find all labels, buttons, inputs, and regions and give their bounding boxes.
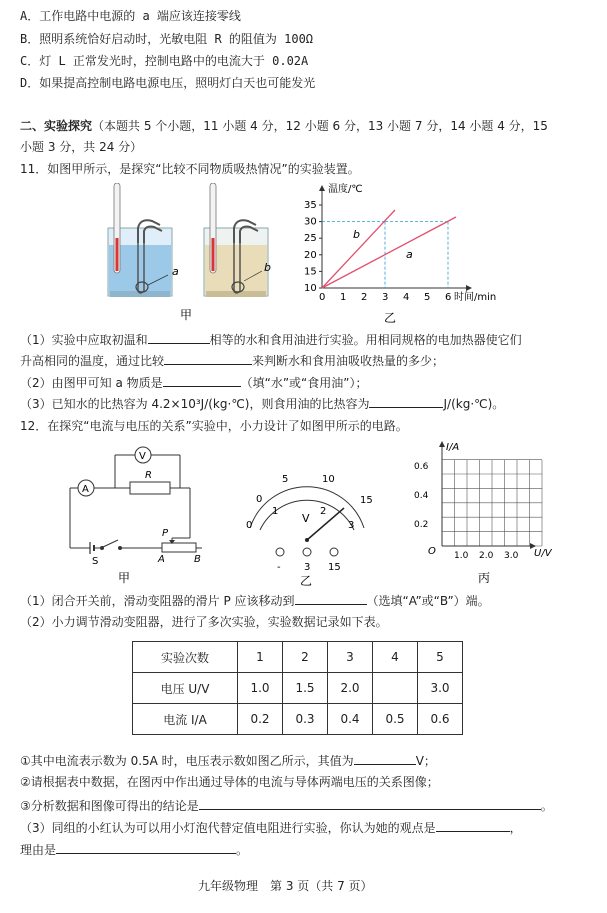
- blank-11-3[interactable]: [163, 374, 241, 387]
- q12-p2: （2）小力调节滑动变阻器，进行了多次实验，实验数据记录如下表。: [20, 615, 388, 629]
- fig-label-12-yi: 乙: [300, 574, 313, 588]
- q11-p2: （2）由图甲可知 a 物质是 （填“水”或“食用油”）；: [20, 376, 368, 390]
- graph-line-a: [322, 217, 456, 288]
- option-c: C．灯 L 正常发光时，控制电路中的电流大于 0.02A: [20, 54, 309, 68]
- table-cell: 3.0: [418, 673, 463, 704]
- table-cell: 0.4: [328, 704, 373, 735]
- graph-xtick: 4: [403, 292, 410, 303]
- q11-beaker-figure: [100, 183, 290, 323]
- q12-iu-grid: [410, 438, 570, 588]
- option-a: A．工作电路中电源的 a 端应该连接零线: [20, 9, 241, 23]
- dial-top-0: 0: [256, 494, 263, 505]
- q11-temperature-graph: [296, 178, 506, 328]
- dial-bottom-3: 3: [348, 520, 355, 531]
- table-cell: 电压 U/V: [133, 673, 238, 704]
- grid-xtick-1: 2.0: [479, 551, 494, 561]
- grid-xtick-0: 1.0: [454, 551, 469, 561]
- graph-ylabel: 温度/℃: [328, 184, 363, 195]
- dial-top-2: 10: [322, 474, 335, 485]
- q12-p1: （1）闭合开关前，滑动变阻器的滑片 P 应该移动到 （选填“A”或“B”）端。: [20, 594, 490, 608]
- option-b: B．照明系统恰好启动时，光敏电阻 R 的阻值为 100Ω: [20, 32, 314, 46]
- resistor-label: R: [145, 470, 152, 481]
- beaker-a-label: a: [172, 265, 179, 278]
- q11-stem: 11．如图甲所示，是探究“比较不同物质吸热情况”的实验装置。: [20, 162, 360, 176]
- table-row: [133, 673, 463, 704]
- graph-xlabel: 时间/min: [454, 292, 497, 303]
- q11-p3: （3）已知水的比热容为 4.2×10³J/(kg·℃)，则食用油的比热容为 J/(kg·℃)。: [20, 397, 505, 411]
- terminal-b-label: B: [194, 554, 201, 565]
- table-row: [133, 704, 463, 735]
- graph-xtick: 3: [382, 292, 389, 303]
- table-cell: 1: [238, 642, 283, 673]
- blank-11-2[interactable]: [164, 352, 252, 365]
- table-cell: 4: [373, 642, 418, 673]
- beaker-b-label: b: [264, 261, 271, 274]
- section-heading: [20, 118, 548, 134]
- dial-unit: V: [302, 512, 310, 525]
- graph-xtick: 0: [319, 292, 326, 303]
- table-cell: 1.0: [238, 673, 283, 704]
- graph-ytick: 35: [304, 200, 317, 211]
- grid-xtick-2: 3.0: [504, 551, 519, 561]
- graph-line-b-label: b: [353, 228, 360, 241]
- graph-xtick: 5: [424, 292, 431, 303]
- q12-s1: ①其中电流表示数为 0.5A 时，电压表示数如图乙所示，其值为 V；: [20, 754, 436, 768]
- q12-s2: ②请根据表中数据，在图丙中作出通过导体的电流与导体两端电压的关系图像；: [20, 775, 439, 789]
- q12-p3: （3）同组的小红认为可以用小灯泡代替定值电阻进行实验，你认为她的观点是 ，: [20, 821, 522, 835]
- section-desc-1: （本题共 5 个小题，11 小题 4 分，12 小题 6 分，13 小题 7 分，14 小题 4 分，15: [92, 119, 548, 133]
- fig-label-jia: 甲: [180, 308, 193, 322]
- slider-label: P: [162, 528, 169, 539]
- table-cell: 2.0: [328, 673, 373, 704]
- fig-label-12-jia: 甲: [118, 571, 131, 585]
- q12-stem: 12．在探究“电流与电压的关系”实验中，小力设计了如图甲所示的电路。: [20, 419, 408, 433]
- blank-11-4[interactable]: [369, 395, 443, 408]
- table-cell: 0.5: [373, 704, 418, 735]
- dial-bottom-1: 1: [272, 506, 279, 517]
- graph-xtick: 6: [445, 292, 452, 303]
- terminal-minus: -: [277, 562, 281, 573]
- graph-xtick: 2: [361, 292, 368, 303]
- table-cell: 3: [328, 642, 373, 673]
- q12-circuit: [50, 440, 230, 585]
- q11-p1-line2: 升高相同的温度，通过比较 来判断水和食用油吸收热量的多少；: [20, 354, 445, 368]
- section-desc-2: 小题 3 分，共 24 分）: [20, 140, 143, 154]
- blank-11-1[interactable]: [148, 331, 210, 344]
- dial-bottom-0: 0: [246, 520, 253, 531]
- dial-bottom-2: 2: [320, 506, 327, 517]
- dial-top-3: 15: [360, 495, 373, 506]
- graph-xtick: 1: [340, 292, 347, 303]
- table-cell: 0.2: [238, 704, 283, 735]
- terminal-a-label: A: [158, 554, 165, 565]
- blank-12-2[interactable]: [354, 752, 416, 765]
- table-cell: 1.5: [283, 673, 328, 704]
- dial-top-1: 5: [282, 474, 289, 485]
- table-cell: 0.6: [418, 704, 463, 735]
- q11-p1-line1: （1）实验中应取初温和 相等的水和食用油进行实验。用相同规格的电加热器使它们: [20, 333, 522, 347]
- beaker-b: [204, 183, 268, 297]
- table-cell: 0.3: [283, 704, 328, 735]
- blank-12-1[interactable]: [295, 592, 367, 605]
- grid-ylabel: I/A: [446, 442, 460, 453]
- graph-ytick: 25: [304, 233, 317, 245]
- blank-12-4[interactable]: [436, 819, 510, 832]
- page-footer: 九年级物理 第 3 页（共 7 页）: [198, 879, 373, 893]
- graph-line-a-label: a: [406, 248, 413, 261]
- graph-ytick: 30: [304, 216, 317, 228]
- table-cell: 5: [418, 642, 463, 673]
- graph-ytick: 15: [304, 266, 317, 278]
- q12-s3: ③分析数据和图像可得出的结论是 。: [20, 799, 553, 813]
- blank-12-3[interactable]: [199, 797, 541, 810]
- grid-ytick-0: 0.2: [414, 520, 429, 530]
- switch-label: S: [92, 556, 99, 567]
- table-cell: 实验次数: [133, 642, 238, 673]
- grid-xlabel: U/V: [534, 548, 552, 559]
- grid-ytick-2: 0.6: [414, 462, 429, 472]
- q12-p3-reason: 理由是 。: [20, 843, 249, 857]
- table-cell: 2: [283, 642, 328, 673]
- q12-data-table: [132, 641, 463, 735]
- terminal-15: 15: [328, 562, 341, 573]
- graph-ytick: 20: [304, 249, 317, 261]
- fig-label-yi: 乙: [384, 311, 397, 325]
- option-d: D．如果提高控制电路电源电压，照明灯白天也可能发光: [20, 76, 316, 90]
- table-cell: 电流 I/A: [133, 704, 238, 735]
- section-title: 二、实验探究: [20, 119, 93, 133]
- grid-ytick-1: 0.4: [414, 491, 429, 501]
- voltmeter-label: V: [139, 451, 146, 462]
- graph-ytick: 10: [304, 283, 317, 294]
- blank-12-5[interactable]: [56, 841, 236, 854]
- table-cell-empty[interactable]: [373, 673, 418, 704]
- q12-voltmeter-dial: [232, 470, 382, 588]
- table-row: [133, 642, 463, 673]
- grid-origin: O: [428, 546, 436, 557]
- beaker-a: [108, 183, 172, 297]
- ammeter-label: A: [82, 484, 89, 495]
- terminal-3: 3: [304, 562, 311, 573]
- fig-label-12-bing: 丙: [478, 571, 491, 585]
